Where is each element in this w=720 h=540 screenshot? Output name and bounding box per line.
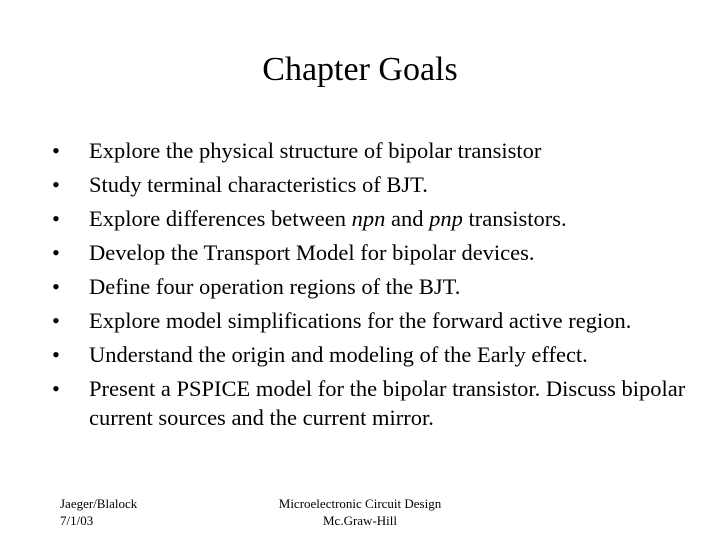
- slide-title: Chapter Goals: [262, 51, 458, 88]
- bullet-text: Understand the origin and modeling of the Early effect.: [89, 342, 588, 367]
- bullet-text: Define four operation regions of the BJT.: [89, 274, 461, 299]
- footer-date: 7/1/03: [60, 513, 94, 528]
- footer-publisher: Mc.Graw-Hill: [322, 513, 397, 528]
- list-item: [52, 238, 692, 267]
- list-item: [52, 340, 692, 369]
- list-item: [52, 306, 692, 335]
- footer-book-title: Microelectronic Circuit Design: [278, 496, 442, 511]
- bullet-icon: •: [52, 172, 60, 197]
- bullet-icon: •: [52, 342, 60, 367]
- list-item: [52, 170, 692, 199]
- bullet-text-segment: and: [385, 206, 430, 231]
- bullet-text: Explore the physical structure of bipolar transistor: [89, 138, 542, 163]
- list-item: [52, 374, 692, 432]
- bullet-text-segment: Explore differences between: [89, 206, 352, 231]
- list-item: [52, 136, 692, 165]
- bullet-text-segment: transistors.: [462, 206, 567, 231]
- pnp-term: pnp: [429, 206, 463, 231]
- bullet-icon: •: [52, 376, 60, 401]
- bullet-text: Present a PSPICE model for the bipolar transistor. Discuss bipolar current sources and the current mirror.: [89, 376, 686, 430]
- bullet-icon: •: [52, 308, 60, 333]
- bullet-icon: •: [52, 138, 60, 163]
- footer-book-info: [220, 495, 500, 529]
- npn-term: npn: [351, 206, 386, 231]
- list-item: [52, 204, 692, 233]
- footer-author: Jaeger/Blalock: [60, 496, 138, 511]
- goals-list: [52, 136, 692, 437]
- bullet-text: Study terminal characteristics of BJT.: [89, 172, 428, 197]
- bullet-icon: •: [52, 240, 60, 265]
- footer-author-date: [60, 495, 137, 529]
- bullet-icon: •: [52, 206, 60, 231]
- bullet-text: Develop the Transport Model for bipolar devices.: [89, 240, 535, 265]
- list-item: [52, 272, 692, 301]
- bullet-icon: •: [52, 274, 60, 299]
- bullet-text: Explore model simplifications for the forward active region.: [89, 308, 632, 333]
